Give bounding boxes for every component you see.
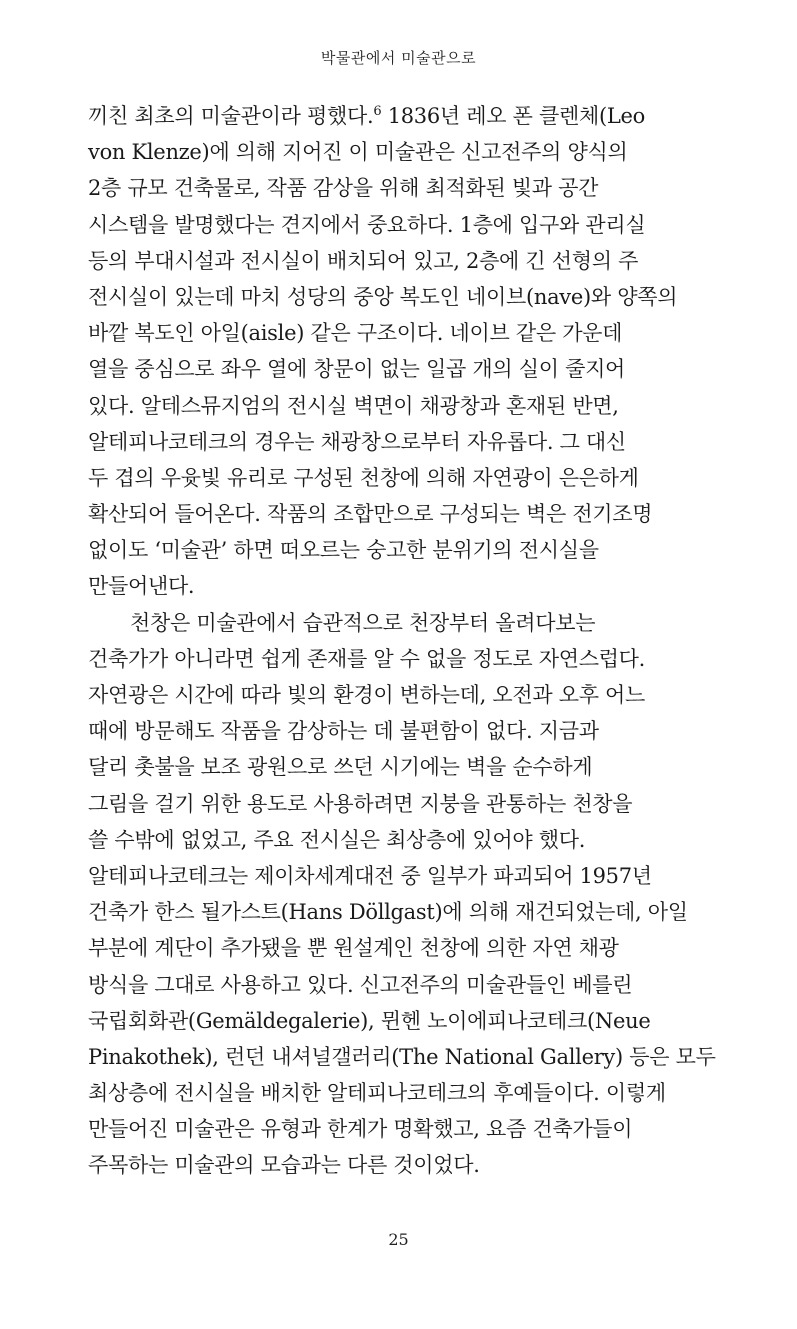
text-line: 주목하는 미술관의 모습과는 다른 것이었다. [88,1153,480,1178]
text-line: 두 겹의 우윳빛 유리로 구성된 천창에 의해 자연광이 은은하게 [88,465,639,490]
text-line: 그림을 걸기 위한 용도로 사용하려면 지붕을 관통하는 천창을 [88,791,633,816]
text-line: 자연광은 시간에 따라 빛의 환경이 변하는데, 오전과 오후 어느 [88,683,646,707]
footnote-marker[interactable]: 6 [373,104,382,119]
text-line: 등의 부대시설과 전시실이 배치되어 있고, 2층에 긴 선형의 주 [88,248,639,273]
text-line: 바깥 복도인 아일(aisle) 같은 구조이다. 네이브 같은 가운데 [88,321,623,346]
text-line: 열을 중심으로 좌우 열에 창문이 없는 일곱 개의 실이 줄지어 [88,357,626,382]
text-line: 전시실이 있는데 마치 성당의 중앙 복도인 네이브(nave)와 양쪽의 [88,284,678,309]
text-line: 때에 방문해도 작품을 감상하는 데 불편함이 없다. 지금과 [88,719,599,744]
text-line: von Klenze)에 의해 지어진 이 미술관은 신고전주의 양식의 [88,140,628,165]
paragraph-first-line: 천창은 미술관에서 습관적으로 천장부터 올려다보는 [130,610,596,635]
running-header: 박물관에서 미술관으로 [320,49,477,67]
text-line: 만들어진 미술관은 유형과 한계가 명확했고, 요즘 건축가들이 [88,1117,633,1142]
text-line: 방식을 그대로 사용하고 있다. 신고전주의 미술관들인 베를린 [88,972,633,997]
text-line: 국립회화관(Gemäldegalerie), 뮌헨 노이에피나코테크(Neue [88,1008,651,1033]
text-line [88,98,713,134]
text-line: 부분에 계단이 추가됐을 뿐 원설계인 천창에 의한 자연 채광 [88,936,619,961]
text-line: Pinakothek), 런던 내셔널갤러리(The National Gallery) 등은 모두 [88,1044,716,1069]
text-line: 알테피나코테크의 경우는 채광창으로부터 자유롭다. 그 대신 [88,429,626,454]
text-line: 없이도 ‘미술관’ 하면 떠오르는 숭고한 분위기의 전시실을 [88,538,599,563]
text-line: 최상층에 전시실을 배치한 알테피나코테크의 후예들이다. 이렇게 [88,1081,666,1106]
text-line: 있다. 알테스뮤지엄의 전시실 벽면이 채광창과 혼재된 반면, [88,393,619,418]
line-text: 끼친 최초의 미술관이라 평했다. [88,104,374,128]
text-line: 확산되어 들어온다. 작품의 조합만으로 구성되는 벽은 전기조명 [88,502,653,527]
body-text [88,98,716,1184]
page-number: 25 [388,1230,409,1249]
text-line: 알테피나코테크는 제이차세계대전 중 일부가 파괴되어 1957년 [88,863,652,888]
text-line: 건축가 한스 될가스트(Hans Döllgast)에 의해 재건되었는데, 아일 [88,900,688,925]
text-line: 건축가가 아니라면 쉽게 존재를 알 수 없을 정도로 자연스럽다. [88,646,646,671]
text-line: 쓸 수밖에 없었고, 주요 전시실은 최상층에 있어야 했다. [88,827,586,852]
text-line: 만들어낸다. [88,574,195,599]
text-line: 달리 촛불을 보조 광원으로 쓰던 시기에는 벽을 순수하게 [88,755,593,780]
text-line: 시스템을 발명했다는 견지에서 중요하다. 1층에 입구와 관리실 [88,212,646,237]
line-text-continued: 1836년 레오 폰 클렌체(Leo [381,104,645,128]
text-line: 2층 규모 건축물로, 작품 감상을 위해 최적화된 빛과 공간 [88,176,599,201]
